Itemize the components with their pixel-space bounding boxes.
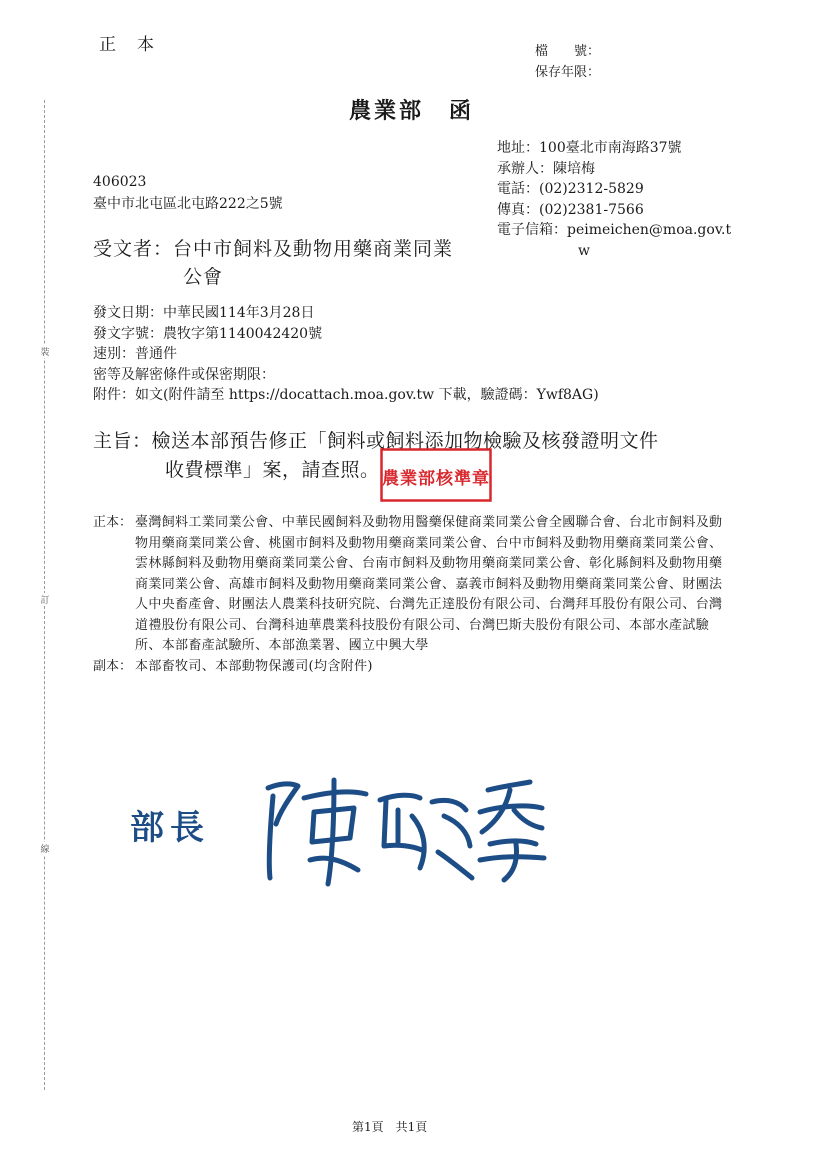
recipient-label: 受文者： (93, 238, 174, 260)
cc-text: 本部畜牧司、本部動物保護司(均含附件) (135, 658, 373, 674)
binding-mark-ding: 訂 (38, 593, 52, 606)
sender-email-line2: w (578, 242, 590, 259)
handwritten-signature (128, 760, 548, 890)
binding-mark-xian: 線 (38, 842, 52, 855)
sender-email-line1: peimeichen@moa.gov.t (567, 222, 732, 238)
seal-text: 農業部核準章 (382, 469, 490, 489)
attachment-info: 附件：如文(附件請至 https://docattach.moa.gov.tw 下載，驗證碼：Ywf8AG) (93, 387, 599, 403)
official-seal-stamp (380, 448, 492, 502)
sender-email-label: 電子信箱： (497, 222, 567, 238)
subject-line1: 檢送本部預告修正「飼料或飼料添加物檢驗及核發證明文件 (151, 430, 659, 452)
distribution-list (93, 513, 723, 677)
signature-title: 部長 (130, 808, 210, 848)
recipient-name-line1: 台中市飼料及動物用藥商業同業 (173, 238, 454, 260)
document-title: 農業部 函 (349, 98, 475, 124)
confidentiality: 密等及解密條件或保密期限： (93, 366, 275, 383)
recipient-name-line2: 公會 (183, 266, 224, 288)
file-number-label: 檔 號： (535, 44, 601, 59)
cc-label: 副本： (93, 658, 133, 674)
sender-email (497, 220, 731, 241)
recipient-postcode: 406023 (93, 174, 147, 190)
subject-label: 主旨： (93, 430, 152, 452)
page-number: 第1頁 共1頁 (352, 1120, 428, 1134)
document-number: 發文字號：農牧字第1140042420號 (93, 325, 323, 342)
sender-fax: 傳真：(02)2381-7566 (497, 201, 644, 218)
sender-info (497, 138, 731, 261)
main-recipients-text: 臺灣飼料工業同業公會、中華民國飼料及動物用醫藥保健商業同業公會全國聯合會、台北市飼料及動物用藥商業同業公會、桃園市飼料及動物用藥商業同業公會、台中市飼料及動物用藥商業同業公會、雲林縣飼料及動物用藥商業同業公會、台南市飼料及動物用藥商業同業公會、彰化縣飼料及動物用藥商業同業公會、高雄市飼料及動物用藥商業同業公會、嘉義市飼料及動物用藥商業同業公會、財團法人中央畜產會、財團法人農業科技研究院、台灣先正達股份有限公司、台灣拜耳股份有限公司、台灣道禮股份有限公司、台灣科迪華農業科技股份有限公司、台灣巴斯夫股份有限公司、本部水產試驗所、本部畜產試驗所、本部漁業署、國立中興大學 (135, 515, 723, 653)
recipient-street-address: 臺中市北屯區北屯路222之5號 (93, 196, 283, 212)
retention-label: 保存年限： (535, 65, 601, 80)
document-meta (93, 303, 599, 406)
sender-contact-person: 承辦人：陳培梅 (497, 160, 595, 177)
issue-date: 發文日期：中華民國114年3月28日 (93, 305, 315, 321)
sender-address: 地址：100臺北市南海路37號 (497, 140, 682, 156)
copy-type-label: 正 本 (99, 35, 156, 55)
subject-block (93, 427, 659, 485)
recipient-address-block (93, 171, 283, 215)
main-recipients-label: 正本： (93, 515, 133, 530)
sender-phone: 電話：(02)2312-5829 (497, 181, 644, 197)
file-info (535, 41, 600, 83)
recipient-block (93, 235, 453, 291)
binding-mark-zhuang: 裝 (38, 345, 52, 358)
subject-line2: 收費標準」案，請查照。 (165, 459, 380, 481)
priority: 速別：普通件 (93, 346, 177, 362)
